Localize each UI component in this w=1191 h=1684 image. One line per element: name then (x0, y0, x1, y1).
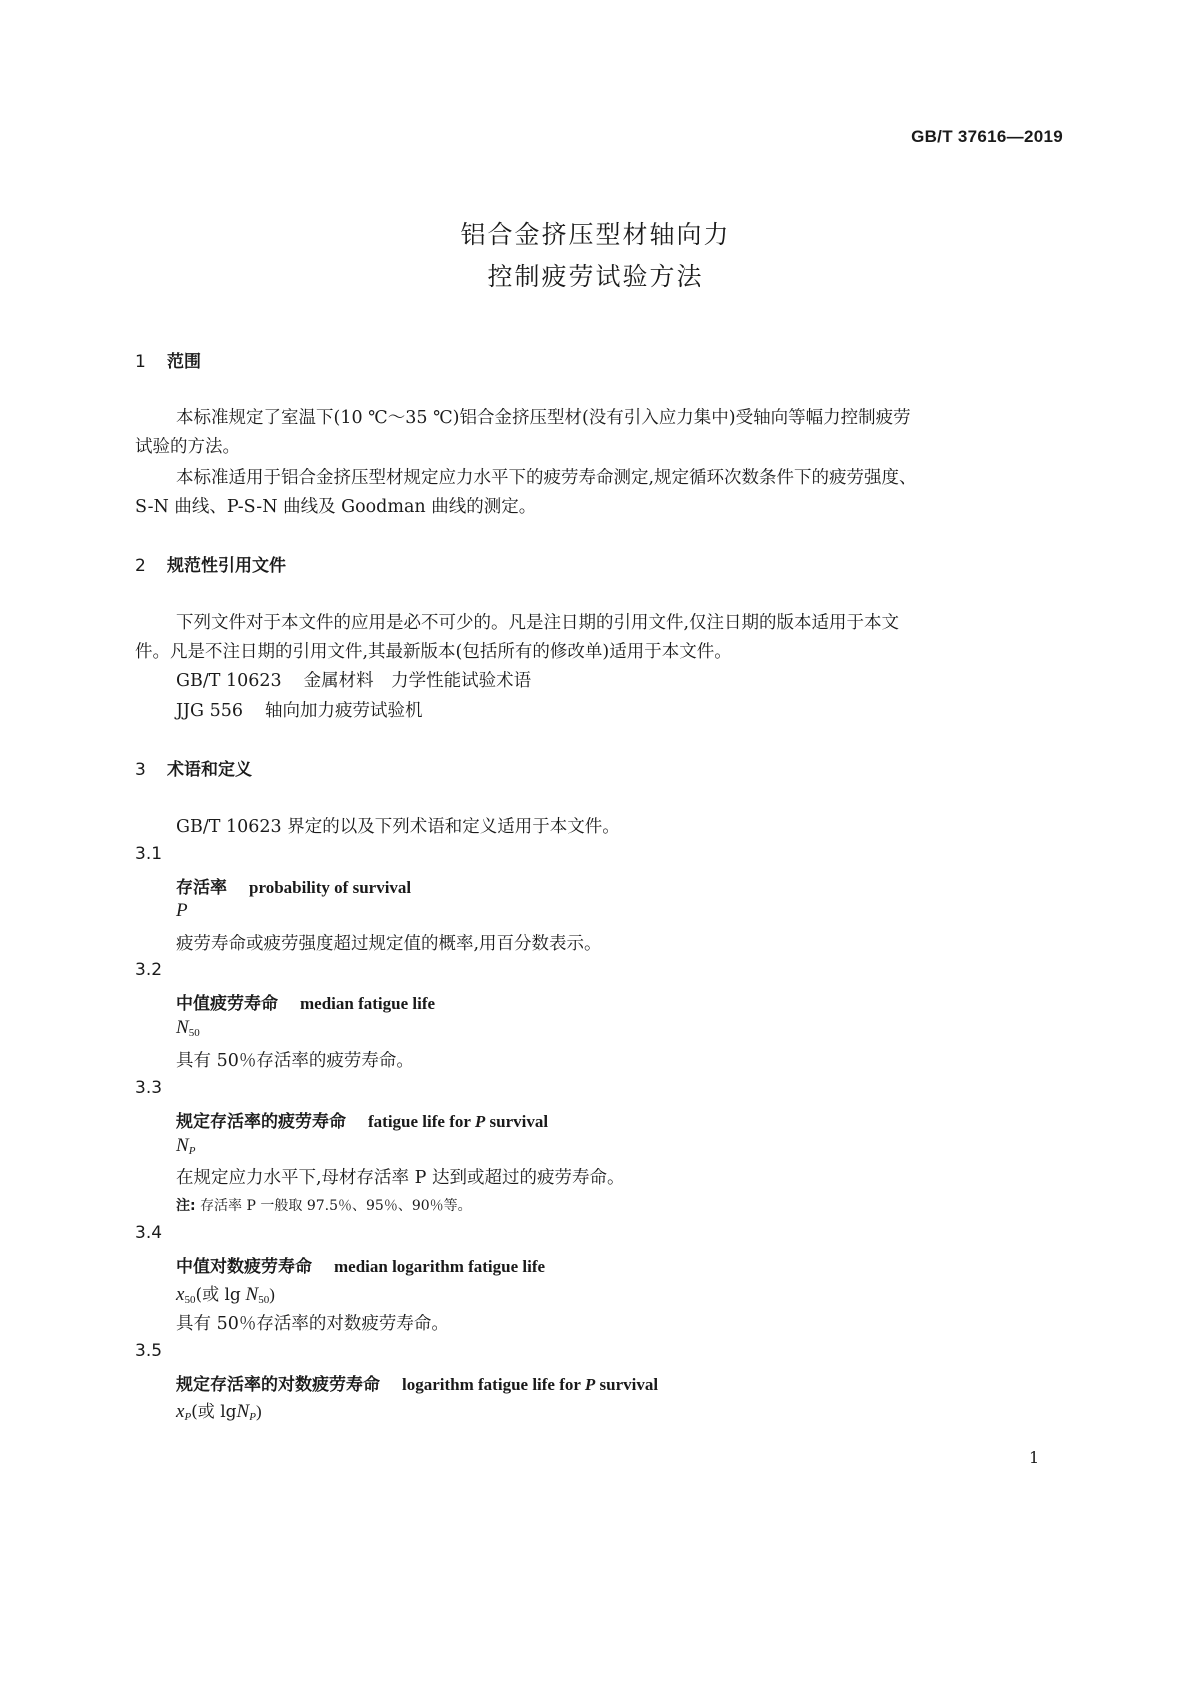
note-text: 存活率 P 一般取 97.5％、95％、90％等。 (200, 1198, 472, 1214)
term-definition: 具有 50％存活率的对数疲劳寿命。 (176, 1314, 449, 1334)
term-en: logarithm fatigue life for P survival (402, 1375, 659, 1394)
section-title: 规范性引用文件 (167, 556, 286, 576)
term-definition: 在规定应力水平下,母材存活率 P 达到或超过的疲劳寿命。 (176, 1168, 625, 1188)
term-number: 3.2 (135, 960, 163, 980)
section-title: 术语和定义 (167, 760, 252, 780)
term-number: 3.4 (135, 1223, 163, 1243)
paragraph-continuation: 件。凡是不注日期的引用文件,其最新版本(包括所有的修改单)适用于本文件。 (135, 642, 732, 662)
term-symbol: P (176, 900, 188, 921)
section-3-heading (135, 755, 252, 780)
term-number: 3.1 (135, 844, 163, 864)
note-label: 注: (176, 1198, 196, 1214)
term-number: 3.5 (135, 1341, 163, 1361)
term-heading (176, 989, 435, 1014)
standard-number: GB/T 37616—2019 (911, 127, 1063, 146)
term-note (176, 1195, 472, 1215)
paragraph: 本标准适用于铝合金挤压型材规定应力水平下的疲劳寿命测定,规定循环次数条件下的疲劳强度、 (176, 468, 917, 488)
section-1-heading (135, 347, 201, 372)
paragraph-continuation: 试验的方法。 (135, 437, 240, 457)
term-zh: 存活率 (176, 878, 227, 898)
term-zh: 规定存活率的疲劳寿命 (176, 1112, 346, 1132)
document-title-line1: 铝合金挤压型材轴向力 (460, 220, 731, 249)
document-title-line2: 控制疲劳试验方法 (487, 262, 704, 291)
reference-item (176, 697, 422, 722)
term-heading (176, 1370, 658, 1395)
reference-name: 金属材料 力学性能试验术语 (303, 671, 532, 691)
section-title: 范围 (167, 352, 201, 372)
section-2-heading (135, 551, 286, 576)
term-en: median logarithm fatigue life (334, 1257, 546, 1276)
page-number: 1 (1029, 1448, 1040, 1467)
term-symbol: $x_P$(或 lgN$_P$) (176, 1401, 262, 1423)
term-symbol: $N_P$ (176, 1135, 196, 1157)
section-number: 3 (135, 760, 146, 780)
paragraph-continuation: S-N 曲线、P-S-N 曲线及 Goodman 曲线的测定。 (135, 497, 537, 517)
term-definition: 疲劳寿命或疲劳强度超过规定值的概率,用百分数表示。 (176, 934, 602, 954)
reference-item (176, 667, 531, 692)
term-zh: 中值对数疲劳寿命 (176, 1257, 312, 1277)
term-en: fatigue life for P survival (368, 1112, 549, 1131)
term-symbol: $x_{50}$(或 $\lg N_{50}$) (176, 1284, 275, 1306)
term-heading (176, 873, 411, 898)
term-zh: 规定存活率的对数疲劳寿命 (176, 1375, 380, 1395)
term-zh: 中值疲劳寿命 (176, 994, 278, 1014)
paragraph: GB/T 10623 界定的以及下列术语和定义适用于本文件。 (176, 817, 620, 837)
term-definition: 具有 50％存活率的疲劳寿命。 (176, 1051, 414, 1071)
term-heading (176, 1252, 545, 1277)
paragraph: 下列文件对于本文件的应用是必不可少的。凡是注日期的引用文件,仅注日期的版本适用于本文 (176, 613, 900, 633)
paragraph: 本标准规定了室温下(10 ℃～35 ℃)铝合金挤压型材(没有引入应力集中)受轴向等幅力控制疲劳 (176, 408, 911, 428)
term-en: median fatigue life (300, 994, 436, 1013)
section-number: 1 (135, 352, 146, 372)
section-number: 2 (135, 556, 146, 576)
reference-name: 轴向加力疲劳试验机 (264, 701, 423, 721)
reference-code: GB/T 10623 (176, 671, 282, 691)
term-number: 3.3 (135, 1078, 163, 1098)
reference-code: JJG 556 (176, 701, 243, 721)
term-symbol: $N_{50}$ (176, 1017, 200, 1039)
term-en: probability of survival (249, 878, 412, 897)
term-heading (176, 1107, 548, 1132)
